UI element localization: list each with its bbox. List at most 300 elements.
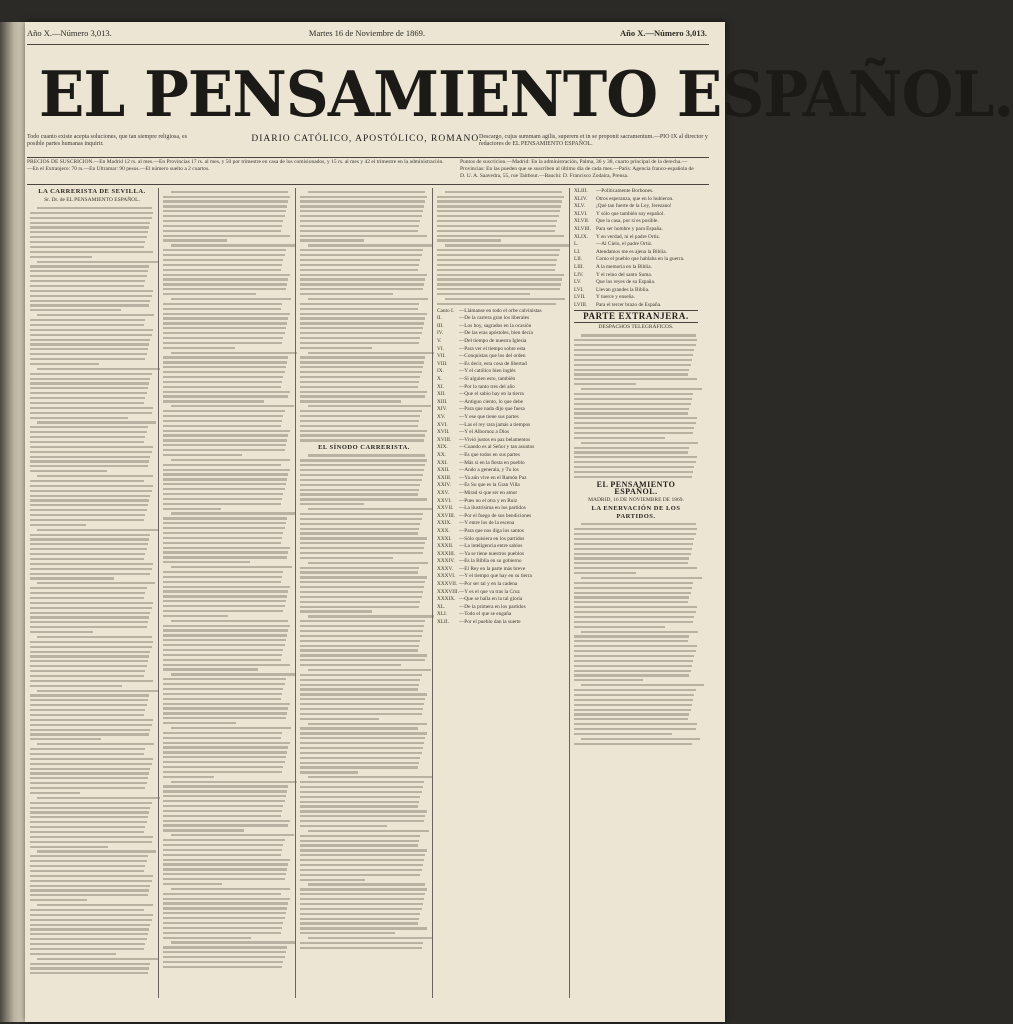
text-line (163, 269, 281, 271)
index-entry (437, 467, 565, 475)
index-number: XXI. (437, 459, 448, 466)
index-text: —Por el pueblo dan la suerte (459, 619, 521, 626)
text-line (300, 557, 393, 559)
text-line (163, 839, 285, 841)
text-line (574, 383, 636, 385)
text-line (574, 432, 693, 434)
text-line (300, 235, 427, 237)
text-line (30, 875, 153, 877)
text-line (163, 951, 286, 953)
text-line (163, 561, 250, 563)
text-line (163, 927, 282, 929)
index-entry (437, 558, 565, 566)
text-line (300, 288, 423, 290)
inner-date: MADRID, 16 DE NOVIEMBRE DE 1869. (588, 496, 684, 503)
index-number: V. (437, 338, 442, 345)
text-line (300, 591, 423, 593)
text-line (163, 254, 285, 256)
index-text: —Es la Biblia en su gobierno (459, 558, 522, 565)
text-line (300, 259, 420, 261)
text-line (30, 217, 152, 219)
index-entry (574, 226, 698, 234)
text-line (30, 660, 148, 662)
column-divider (569, 188, 570, 998)
text-line (163, 313, 290, 315)
text-line (574, 689, 696, 691)
index-text: —Las el rey rara jamás a tiempos (459, 421, 531, 428)
column-divider (295, 188, 296, 998)
text-line (30, 826, 145, 828)
text-line (300, 230, 418, 232)
text-line (574, 679, 643, 681)
text-line (163, 668, 258, 670)
index-number: LIII. (574, 263, 584, 270)
text-line (171, 352, 298, 354)
index-entry (437, 330, 565, 338)
index-entry (437, 490, 565, 498)
text-line (300, 571, 418, 573)
text-line (437, 239, 501, 241)
text-line (574, 538, 694, 540)
text-line (163, 542, 281, 544)
text-line (163, 683, 285, 685)
text-line (30, 231, 148, 233)
text-line (30, 285, 144, 287)
text-line (163, 878, 285, 880)
text-line (574, 378, 697, 380)
text-line (163, 707, 288, 709)
text-line (163, 215, 285, 217)
index-entry (437, 611, 565, 619)
text-line (574, 596, 689, 598)
text-line (300, 518, 422, 520)
text-line (574, 582, 693, 584)
text-line (300, 489, 419, 491)
text-line (30, 714, 144, 716)
text-line (163, 586, 290, 588)
text-line (163, 766, 283, 768)
text-line (574, 417, 697, 419)
text-line (300, 547, 424, 549)
text-line (30, 811, 149, 813)
text-line (300, 317, 425, 319)
text-line (437, 278, 562, 280)
text-line (437, 269, 555, 271)
text-line (308, 352, 435, 354)
text-line (574, 471, 693, 473)
text-line (574, 437, 665, 439)
index-text: —Los hoy, sagrados en la ocasión (459, 322, 532, 329)
text-line (30, 792, 80, 794)
index-number: XXXVII. (437, 581, 458, 588)
masthead-rule (27, 157, 709, 158)
text-line (581, 523, 695, 525)
text-line (30, 300, 150, 302)
text-line (30, 597, 144, 599)
index-number: LVIII. (574, 301, 588, 308)
index-text: —De la primera en los partidos (459, 603, 526, 610)
index-entry (574, 256, 698, 264)
text-line (300, 732, 427, 734)
text-line (30, 860, 147, 862)
text-line (30, 782, 147, 784)
text-line (163, 605, 285, 607)
index-entry (437, 596, 565, 604)
text-line (163, 259, 283, 261)
text-line (163, 751, 287, 753)
text-line (163, 366, 286, 368)
text-line (308, 615, 435, 617)
text-line (300, 708, 423, 710)
text-line (300, 381, 419, 383)
text-line (163, 664, 290, 666)
text-line (300, 805, 418, 807)
text-line (163, 361, 287, 363)
text-line (163, 469, 290, 471)
text-line (437, 283, 561, 285)
text-line (37, 636, 151, 638)
index-number: VIII. (437, 360, 448, 367)
text-line (300, 469, 424, 471)
text-line (163, 590, 288, 592)
text-line (445, 244, 569, 246)
index-number: II. (437, 315, 442, 322)
text-line (300, 361, 424, 363)
text-line (574, 354, 693, 356)
text-line (163, 581, 281, 583)
text-line (163, 293, 256, 295)
text-line (163, 800, 285, 802)
text-line (163, 327, 286, 329)
text-line (300, 698, 425, 700)
text-line (581, 577, 701, 579)
text-line (300, 888, 427, 890)
text-line (437, 205, 561, 207)
text-line (30, 704, 147, 706)
text-line (581, 631, 698, 633)
text-line (30, 738, 101, 740)
text-line (30, 212, 153, 214)
poem-index (437, 308, 565, 627)
index-number: X. (437, 376, 443, 383)
text-line (30, 748, 145, 750)
index-text: —Que se halla en la tal gloria (459, 596, 523, 603)
text-line (30, 573, 150, 575)
index-number: XIX. (437, 444, 448, 451)
text-line (30, 378, 150, 380)
text-line (30, 641, 153, 643)
text-line (30, 402, 144, 404)
text-line (30, 280, 145, 282)
text-line (30, 948, 144, 950)
text-line (300, 474, 423, 476)
text-line (163, 693, 282, 695)
index-text: —Pues no el otra y en Ruiz (459, 497, 518, 504)
text-line (163, 922, 283, 924)
text-line (163, 576, 282, 578)
index-text: —De las eras apóstoles, bien decía (459, 330, 533, 337)
text-line (163, 868, 287, 870)
text-line (30, 914, 153, 916)
text-line (30, 577, 114, 579)
index-number: LV. (574, 279, 582, 286)
text-line (163, 810, 282, 812)
text-line (30, 246, 144, 248)
index-number: XLV. (574, 203, 586, 210)
text-line (300, 908, 422, 910)
article-heading-3: EL SÍNODO CARRERISTA. (318, 444, 410, 452)
index-entry (574, 234, 698, 242)
text-line (574, 403, 691, 405)
text-line (574, 359, 692, 361)
text-line (30, 451, 152, 453)
text-line (30, 553, 145, 555)
text-line (30, 485, 153, 487)
index-number: XLIII. (574, 188, 588, 194)
text-line (163, 537, 282, 539)
text-line (163, 200, 288, 202)
index-text: —Es decir, esta cosa de libertad (459, 360, 527, 367)
text-line (574, 640, 688, 642)
text-line (30, 729, 150, 731)
text-line (163, 610, 283, 612)
text-line (300, 771, 358, 773)
text-line (163, 854, 281, 856)
text-line (163, 205, 287, 207)
index-entry (574, 188, 698, 196)
index-text: —La ilustrísima en los partidos (459, 505, 526, 512)
index-number: XII. (437, 391, 446, 398)
text-line (163, 415, 283, 417)
index-text: —Ando a generala, y Tu los (459, 467, 519, 474)
text-line (163, 824, 288, 826)
text-line (163, 454, 242, 456)
text-line (574, 572, 636, 574)
text-line (30, 295, 152, 297)
text-line (30, 753, 144, 755)
article-heading-1: LA CARRERISTA DE SEVILLA. (38, 188, 146, 195)
index-entry (437, 505, 565, 513)
index-number: XI. (437, 383, 444, 390)
index-number: XV. (437, 414, 446, 420)
text-line (30, 343, 149, 345)
text-line (30, 499, 149, 501)
index-entry (437, 536, 565, 544)
index-text: Atendamos me es ajena la Biblia. (596, 248, 667, 255)
column-4 (437, 188, 565, 1008)
text-line (30, 222, 150, 224)
text-line (300, 581, 425, 583)
text-line (30, 831, 144, 833)
article-body-3a (300, 191, 428, 442)
index-text: —Ya aún vive en el Ramón Paz (459, 474, 527, 481)
newspaper-title: EL PENSAMIENTO ESPAÑOL. (38, 57, 1013, 131)
text-line (30, 563, 153, 565)
text-line (163, 220, 283, 222)
text-line (30, 304, 149, 306)
index-entry (437, 384, 565, 392)
index-text: —Y el tiempo que hay en su tierra (459, 573, 532, 580)
index-text: Que la casa, por si es posible. (596, 218, 659, 225)
text-line (163, 634, 287, 636)
text-line (300, 942, 423, 944)
text-line (300, 649, 418, 651)
index-text: —Del tiempo de nuestra Iglesia (459, 338, 527, 345)
text-line (574, 412, 688, 414)
text-line (300, 801, 419, 803)
text-line (30, 236, 147, 238)
text-line (30, 543, 148, 545)
index-text: —Para ver el tiempo sobre esta (459, 345, 526, 352)
text-line (581, 684, 704, 686)
text-line (308, 508, 432, 510)
issue-number-right: Año X.—Número 3,013. (620, 28, 707, 38)
text-line (574, 408, 689, 410)
index-number: IV. (437, 330, 444, 337)
subscription-prices: PRECIOS DE SUSCRICION.—En Madrid 12 rs. al mes.—En Provincias 17 rs. al mes, y 50 por trimestre en casa de los comisionados, y 15 rs. al mes y 42 el trimestre en la administración.—En el Extranjero: 70 rs.—En Ultramar: 90 pesos.—El número suelto a 2 cuartos. (27, 159, 444, 172)
index-number: LII. (574, 256, 583, 263)
index-number: XXXIII. (437, 550, 456, 557)
index-number: VII. (437, 353, 446, 360)
text-line (300, 327, 423, 329)
text-line (30, 339, 150, 341)
text-line (300, 366, 423, 368)
text-line (300, 654, 427, 656)
index-number: XXII. (437, 467, 450, 474)
text-line (300, 586, 424, 588)
text-line (300, 576, 427, 578)
index-number: XLVIII. (574, 225, 592, 232)
index-text: Y sólo que también soy español. (596, 210, 665, 217)
text-line (37, 421, 156, 423)
text-line (300, 430, 427, 432)
text-line (37, 743, 154, 745)
text-line (163, 571, 283, 573)
text-line (300, 278, 425, 280)
index-entry (574, 241, 698, 249)
index-text: —Mirad si que ser en amor (459, 489, 518, 496)
text-line (163, 532, 283, 534)
text-line (437, 235, 564, 237)
text-line (300, 532, 418, 534)
text-line (30, 538, 149, 540)
text-line (300, 293, 393, 295)
index-entry (437, 566, 565, 574)
index-text: —Cuando es al Señor y tan asuntos (459, 444, 535, 451)
inner-masthead: EL PENSAMIENTO ESPAÑOL. (596, 479, 676, 497)
text-line (300, 674, 422, 676)
index-entry (437, 437, 565, 445)
column-divider (432, 188, 433, 998)
text-line (30, 587, 147, 589)
text-line (30, 646, 152, 648)
column-2 (163, 188, 291, 1008)
text-line (574, 339, 697, 341)
text-line (30, 319, 145, 321)
index-entry (437, 414, 565, 422)
text-line (30, 685, 122, 687)
index-entry (437, 346, 565, 354)
text-line (163, 337, 283, 339)
text-line (574, 728, 696, 730)
text-line (300, 484, 420, 486)
text-line (30, 919, 152, 921)
text-line (300, 225, 419, 227)
text-line (37, 261, 157, 263)
index-entry (437, 308, 565, 316)
subscription-points: Puntos de suscricion.—Madrid: En la administración, Palma, 36 y 38, cuarto principal de la derecha.—Provincias: En las pueden que se suscriben al último día de cada mes.—París: Agencia franco-española de D. U. A. Saavedra, 55, rue Taitbout.—Bauchi: D. Francisco Zodaira, Prensa. (460, 159, 694, 179)
index-entry (437, 338, 565, 346)
text-line (30, 397, 145, 399)
price-rule (27, 184, 709, 185)
text-line (300, 791, 422, 793)
text-line (300, 635, 422, 637)
index-text: —Vivió justos en paz belamentos (459, 436, 531, 443)
text-line (30, 441, 144, 443)
text-line (574, 427, 694, 429)
index-number: XXIX. (437, 520, 452, 527)
text-line (574, 655, 694, 657)
text-line (163, 522, 286, 524)
text-line (30, 241, 145, 243)
text-line (300, 849, 427, 851)
text-line (163, 420, 282, 422)
text-line (163, 274, 290, 276)
article-body-4a (437, 191, 565, 305)
text-line (163, 376, 283, 378)
text-line (30, 490, 152, 492)
text-line (300, 513, 423, 515)
text-line (30, 334, 152, 336)
article-body-1 (30, 207, 154, 975)
text-line (308, 244, 432, 246)
index-text: —Sólo quisiera en los partidos (459, 535, 525, 542)
text-line (437, 196, 564, 198)
text-line (574, 451, 688, 453)
text-line (171, 673, 295, 675)
text-line (300, 528, 419, 530)
text-line (163, 249, 286, 251)
text-line (437, 288, 560, 290)
text-line (300, 718, 379, 720)
index-entry (574, 218, 698, 226)
text-line (308, 937, 432, 939)
text-line (163, 493, 283, 495)
text-line (30, 938, 147, 940)
text-line (171, 405, 294, 407)
text-line (300, 308, 418, 310)
text-line (300, 898, 424, 900)
text-line (163, 863, 288, 865)
text-line (30, 251, 153, 253)
text-line (163, 966, 282, 968)
text-line (171, 941, 296, 943)
text-line (163, 600, 286, 602)
text-line (574, 699, 693, 701)
text-line (30, 768, 150, 770)
text-line (30, 680, 153, 682)
text-line (171, 566, 293, 568)
text-line (163, 464, 281, 466)
text-line (300, 347, 372, 349)
text-line (163, 961, 283, 963)
text-line (163, 737, 281, 739)
text-line (163, 917, 285, 919)
text-line (300, 747, 423, 749)
text-line (30, 602, 153, 604)
text-line (163, 756, 286, 758)
text-line (163, 698, 281, 700)
